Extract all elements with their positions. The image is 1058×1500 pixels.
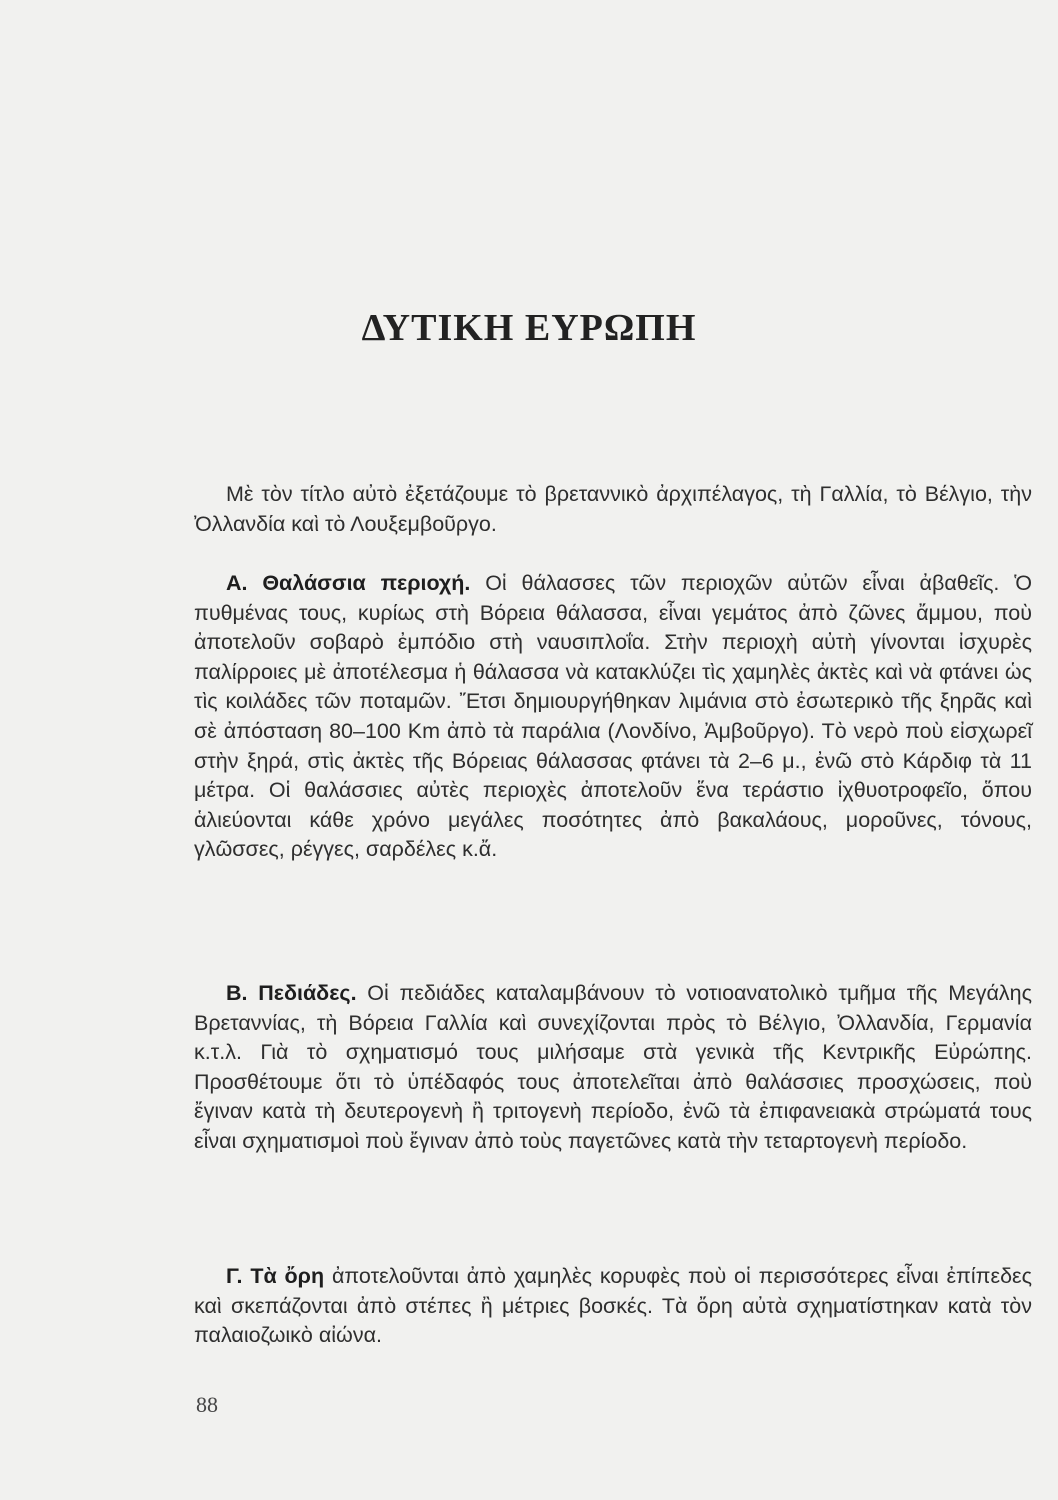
intro-text: Μὲ τὸν τίτλο αὐτὸ ἐξετάζουμε τὸ βρεταννικὸ ἀρχιπέλαγος, τὴ Γαλλία, τὸ Βέλγιο, τὴν Ὀλλανδία καὶ τὸ Λουξεμβοῦργο. (194, 482, 1032, 536)
page-title: ΔΥΤΙΚΗ ΕΥΡΩΠΗ (361, 307, 697, 349)
section-c-heading: Γ. Τὰ ὄρη (226, 1264, 325, 1288)
section-b-paragraph (194, 979, 1032, 1157)
section-c-paragraph (194, 1262, 1032, 1351)
page-number: 88 (196, 1392, 218, 1417)
section-b-body: Οἱ πεδιάδες καταλαμβάνουν τὸ νοτιοανατολικὸ τμῆμα τῆς Μεγάλης Βρεταννίας, τὴ Βόρεια Γαλλία καὶ συνεχίζονται πρὸς τὸ Βέλγιο, Ὀλλανδία, Γερμανία κ.τ.λ. Γιὰ τὸ σχηματισμό τους μιλήσαμε στὰ γενικὰ τῆς Κεντρικῆς Εὐρώπης. Προσθέτουμε ὅτι τὸ ὑπέδαφός τους ἀποτελεῖται ἀπὸ θαλάσσιες προσχώσεις, ποὺ ἔγιναν κατὰ τὴ δευτερογενὴ ἢ τριτογενὴ περίοδο, ἐνῶ τὰ ἐπιφανειακὰ στρώματά τους εἶναι σχηματισμοὶ ποὺ ἔγιναν ἀπὸ τοὺς παγετῶνες κατὰ τὴν τεταρτογενὴ περίοδο. (194, 981, 1032, 1153)
section-a-body: Οἱ θάλασσες τῶν περιοχῶν αὐτῶν εἶναι ἀβαθεῖς. Ὁ πυθμένας τους, κυρίως στὴ Βόρεια θάλασσα, εἶναι γεμάτος ἀπὸ ζῶνες ἄμμου, ποὺ ἀποτελοῦν σοβαρὸ ἐμπόδιο στὴ ναυσιπλοΐα. Στὴν περιοχὴ αὐτὴ γίνονται ἰσχυρὲς παλίρροιες μὲ ἀποτέλεσμα ἡ θάλασσα νὰ κατακλύζει τὶς χαμηλὲς ἀκτὲς καὶ νὰ φτάνει ὡς τὶς κοιλάδες τῶν ποταμῶν. Ἔτσι δημιουργήθηκαν λιμάνια στὸ ἐσωτερικὸ τῆς ξηρᾶς καὶ σὲ ἀπόσταση 80–100 Km ἀπὸ τὰ παράλια (Λονδίνο, Ἀμβοῦργο). Τὸ νερὸ ποὺ εἰσχωρεῖ στὴν ξηρά, στὶς ἀκτὲς τῆς Βόρειας θάλασσας φτάνει τὰ 2–6 μ., ἐνῶ στὸ Κάρδιφ τὰ 11 μέτρα. Οἱ θαλάσσιες αὐτὲς περιοχὲς ἀποτελοῦν ἕνα τεράστιο ἰχθυοτροφεῖο, ὅπου ἁλιεύονται κάθε χρόνο μεγάλες ποσότητες ἀπὸ βακαλάους, μοροῦνες, τόνους, γλῶσσες, ρέγγες, σαρδέλες κ.ἄ. (194, 571, 1032, 862)
section-c-body: ἀποτελοῦνται ἀπὸ χαμηλὲς κορυφὲς ποὺ οἱ περισσότερες εἶναι ἐπίπεδες καὶ σκεπάζονται ἀπὸ στέπες ἢ μέτριες βοσκές. Τὰ ὄρη αὐτὰ σχηματίστηκαν κατὰ τὸν παλαιοζωικὸ αἰώνα. (194, 1264, 1032, 1348)
intro-paragraph (194, 480, 1032, 539)
section-b-heading: Β. Πεδιάδες. (226, 981, 357, 1005)
section-a-paragraph (194, 569, 1032, 865)
section-a-heading: Α. Θαλάσσια περιοχή. (226, 571, 471, 595)
